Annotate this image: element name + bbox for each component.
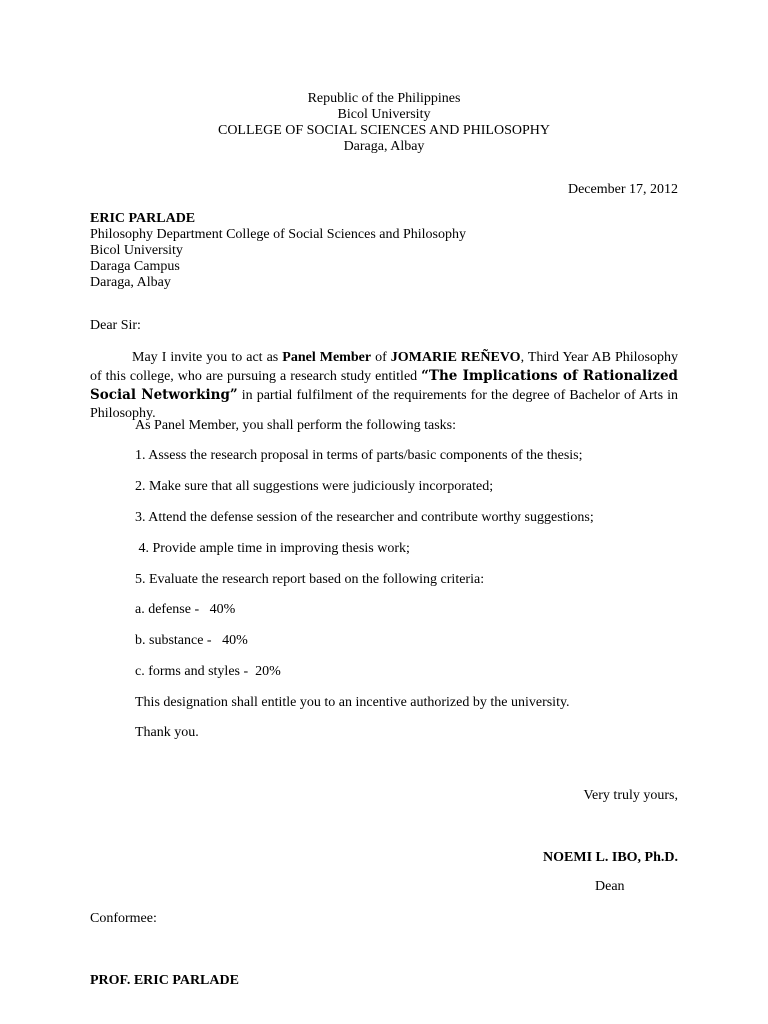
designation-text: This designation shall entitle you to an incentive authorized by the university.	[135, 695, 570, 710]
intro-text: of	[371, 350, 391, 365]
recipient-address-line: Bicol University	[90, 243, 183, 258]
task-item: 5. Evaluate the research report based on the following criteria:	[135, 572, 485, 587]
task-item: 4. Provide ample time in improving thesis work;	[135, 541, 410, 556]
panel-role: Panel Member	[282, 350, 372, 365]
intro-paragraph	[90, 349, 678, 423]
letterhead-university: Bicol University	[337, 107, 431, 122]
letter-date: December 17, 2012	[567, 182, 678, 197]
thank-you: Thank you.	[135, 725, 199, 740]
letterhead-location: Daraga, Albay	[343, 139, 425, 154]
task-item: 3. Attend the defense session of the researcher and contribute worthy suggestions;	[135, 510, 594, 525]
signatory-title: Dean	[595, 879, 625, 894]
salutation: Dear Sir:	[90, 318, 141, 333]
intro-text: May I invite you to act as	[132, 350, 283, 365]
recipient-address-line: Philosophy Department College of Social Sciences and Philosophy	[90, 227, 467, 242]
closing-phrase: Very truly yours,	[583, 788, 678, 803]
student-name: JOMARIE REÑEVO	[390, 350, 521, 365]
letterhead-college: COLLEGE OF SOCIAL SCIENCES AND PHILOSOPHY	[217, 123, 550, 138]
tasks-intro: As Panel Member, you shall perform the following tasks:	[135, 418, 456, 433]
letterhead-republic: Republic of the Philippines	[307, 91, 461, 106]
recipient-address-line: Daraga, Albay	[90, 275, 171, 290]
criteria-item: b. substance - 40%	[135, 633, 248, 648]
recipient-name: ERIC PARLADE	[90, 211, 196, 226]
recipient-address-line: Daraga Campus	[90, 259, 180, 274]
task-item: 1. Assess the research proposal in terms of parts/basic components of the thesis;	[135, 448, 583, 463]
criteria-item: c. forms and styles - 20%	[135, 664, 281, 679]
intro-text: , Third Year AB Philosophy of this college, who are pursuing a research study entitled	[90, 350, 678, 384]
conformee-label: Conformee:	[90, 911, 157, 926]
criteria-item: a. defense - 40%	[135, 602, 236, 617]
signatory-name: NOEMI L. IBO, Ph.D.	[543, 850, 678, 865]
intro-text: in partial fulfilment of the requirements for the degree of Bachelor of Arts in Philosophy.	[90, 388, 678, 421]
task-item: 2. Make sure that all suggestions were judiciously incorporated;	[135, 479, 494, 494]
conformee-name: PROF. ERIC PARLADE	[90, 973, 239, 988]
research-title: “The Implications of Rationalized Social Networking”	[90, 368, 678, 403]
